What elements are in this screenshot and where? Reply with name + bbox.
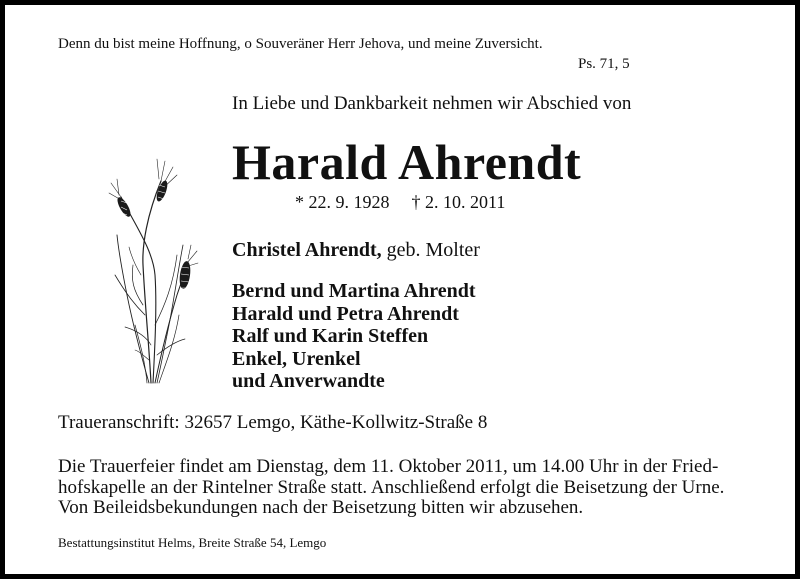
family-member: Enkel, Urenkel [232,347,361,370]
ceremony-line: hofskapelle an der Rintelner Straße statt. Anschließend erfolgt die Beisetzung der Urne. [58,476,725,498]
spouse [232,239,480,262]
ceremony-text [58,457,724,519]
mourning-address: Traueranschrift: 32657 Lemgo, Käthe-Kollwitz-Straße 8 [58,412,488,433]
funeral-home: Bestattungsinstitut Helms, Breite Straße 54, Lemgo [58,535,327,550]
intro-text: In Liebe und Dankbarkeit nehmen wir Abschied von [232,93,632,114]
life-dates [295,192,505,213]
spouse-name: Christel Ahrendt, [232,239,382,261]
verse-reference: Ps. 71, 5 [578,56,630,72]
family-member: Ralf und Karin Steffen [232,325,429,347]
family-member: und Anverwandte [232,370,385,392]
family-member: Harald und Petra Ahrendt [232,302,459,325]
ceremony-line: Von Beileidsbekundungen nach der Beisetzung bitten wir abzusehen. [58,497,584,518]
family-member: Bernd und Martina Ahrendt [232,280,476,302]
ceremony-line: Die Trauerfeier findet am Dienstag, dem 11. Oktober 2011, um 14.00 Uhr in der Fried- [58,456,719,477]
family-list [232,280,476,393]
wheat-icon [105,155,200,387]
bible-verse: Denn du bist meine Hoffnung, o Souveräner Herr Jehova, und meine Zuversicht. [58,36,543,52]
spouse-maiden-name: geb. Molter [381,239,480,261]
deceased-name: Harald Ahrendt [232,134,582,190]
birth-date: * 22. 9. 1928 [295,192,390,212]
death-date: † 2. 10. 2011 [411,192,506,212]
